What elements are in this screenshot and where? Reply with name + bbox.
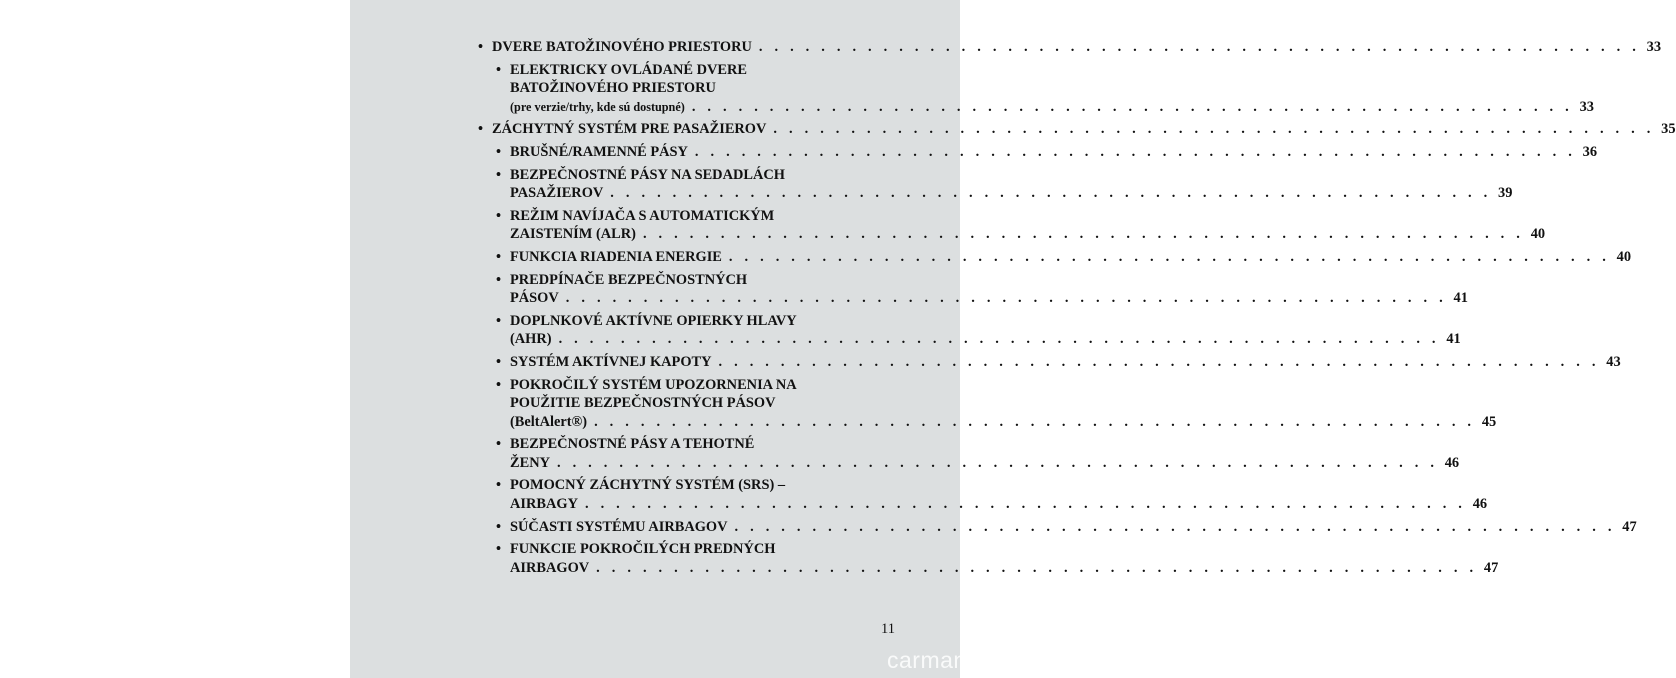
- toc-page-number: 45: [1481, 413, 1497, 430]
- toc-entry-title: PÁSOV: [510, 290, 559, 307]
- dot-leader: [596, 559, 1477, 578]
- toc-entry[interactable]: [496, 166, 1513, 203]
- dot-leader: [695, 143, 1576, 162]
- toc-entry-title: POUŽITIE BEZPEČNOSTNÝCH PÁSOV: [510, 395, 776, 412]
- blank-left-page: [0, 0, 350, 678]
- toc-entry-title: ŽENY: [510, 454, 550, 471]
- toc-entry-title: PASAŽIEROV: [510, 185, 604, 202]
- toc-page-number: 41: [1453, 290, 1468, 307]
- dot-leader: [719, 353, 1600, 372]
- table-of-contents: [478, 38, 1676, 581]
- toc-page-number: 47: [1622, 518, 1637, 535]
- toc-entry[interactable]: [496, 143, 1598, 162]
- toc-entry-title: BRUŠNÉ/RAMENNÉ PÁSY: [510, 143, 688, 160]
- toc-page-number: 39: [1498, 185, 1513, 202]
- toc-page-number: 35: [1661, 121, 1676, 138]
- bullet-icon: •: [496, 436, 502, 453]
- toc-page-number: 33: [1579, 98, 1594, 115]
- page-number: 11: [881, 621, 895, 637]
- toc-entry-title: (AHR): [510, 331, 552, 348]
- toc-entry-title: (BeltAlert®): [510, 413, 588, 430]
- toc-entry-title: BEZPEČNOSTNÉ PÁSY A TEHOTNÉ: [510, 436, 755, 453]
- bullet-icon: •: [496, 376, 502, 393]
- toc-page-number: 46: [1472, 496, 1488, 513]
- toc-entry[interactable]: [496, 518, 1637, 537]
- bullet-icon: •: [496, 353, 502, 370]
- toc-entry[interactable]: [496, 312, 1461, 349]
- toc-entry-title: BEZPEČNOSTNÉ PÁSY NA SEDADLÁCH: [510, 166, 785, 183]
- toc-entry-title: AIRBAGY: [510, 496, 578, 513]
- toc-entry[interactable]: [496, 248, 1632, 267]
- dot-leader: [735, 518, 1616, 537]
- toc-entry-title: ZAISTENÍM (ALR): [510, 226, 636, 243]
- toc-entry-title: REŽIM NAVÍJAČA S AUTOMATICKÝM: [510, 207, 775, 224]
- dot-leader: [759, 38, 1640, 57]
- toc-page-number: 40: [1616, 248, 1632, 265]
- toc-page-number: 43: [1606, 353, 1621, 370]
- toc-page-number: 41: [1446, 331, 1461, 348]
- bullet-icon: •: [496, 143, 502, 160]
- toc-entry[interactable]: [496, 376, 1497, 432]
- toc-entry-title: POMOCNÝ ZÁCHYTNÝ SYSTÉM (SRS) –: [510, 477, 786, 494]
- bullet-icon: •: [496, 166, 502, 183]
- toc-entry-title: ELEKTRICKY OVLÁDANÉ DVERE: [510, 61, 747, 78]
- bullet-icon: •: [496, 248, 502, 265]
- dot-leader: [692, 98, 1573, 117]
- toc-entry[interactable]: [496, 476, 1488, 513]
- dot-leader: [566, 289, 1447, 308]
- dot-leader: [557, 454, 1438, 473]
- toc-page-number: 36: [1582, 143, 1598, 160]
- toc-entry[interactable]: [496, 435, 1460, 472]
- toc-entry-title: (pre verzie/trhy, kde sú dostupné): [510, 99, 685, 114]
- toc-entry[interactable]: [478, 120, 1676, 139]
- watermark: carmanualsonline.info: [887, 647, 1122, 673]
- toc-entry-title: PREDPÍNAČE BEZPEČNOSTNÝCH: [510, 271, 748, 288]
- toc-entry-title: BATOŽINOVÉHO PRIESTORU: [510, 80, 716, 97]
- bullet-icon: •: [496, 477, 502, 494]
- bullet-icon: •: [496, 518, 502, 535]
- dot-leader: [585, 495, 1466, 514]
- bullet-icon: •: [496, 207, 502, 224]
- toc-entry-title: DOPLNKOVÉ AKTÍVNE OPIERKY HLAVY: [510, 312, 797, 329]
- bullet-icon: •: [478, 39, 484, 55]
- toc-entry-title: FUNKCIA RIADENIA ENERGIE: [510, 248, 722, 265]
- bullet-icon: •: [496, 541, 502, 558]
- dot-leader: [610, 184, 1491, 203]
- bullet-icon: •: [496, 312, 502, 329]
- toc-page: [350, 0, 1676, 678]
- bullet-icon: •: [496, 61, 502, 78]
- toc-page-number: 46: [1444, 454, 1460, 471]
- toc-entry-title: FUNKCIE POKROČILÝCH PREDNÝCH: [510, 541, 776, 558]
- toc-entry[interactable]: [496, 271, 1468, 308]
- toc-entry[interactable]: [496, 353, 1621, 372]
- toc-entry-title: ZÁCHYTNÝ SYSTÉM PRE PASAŽIEROV: [492, 121, 767, 138]
- toc-page-number: 47: [1483, 559, 1499, 576]
- toc-entry-title: POKROČILÝ SYSTÉM UPOZORNENIA NA: [510, 376, 797, 393]
- toc-entry-title: DVERE BATOŽINOVÉHO PRIESTORU: [492, 39, 752, 55]
- dot-leader: [559, 330, 1440, 349]
- toc-page-number: 40: [1530, 226, 1546, 243]
- bullet-icon: •: [478, 121, 484, 138]
- toc-page-number: 33: [1646, 39, 1662, 55]
- dot-leader: [773, 120, 1654, 139]
- toc-entry[interactable]: [496, 540, 1499, 577]
- dot-leader: [729, 248, 1610, 267]
- toc-entry[interactable]: [496, 61, 1594, 117]
- dot-leader: [643, 225, 1524, 244]
- toc-entry[interactable]: [478, 38, 1662, 57]
- toc-entry-title: AIRBAGOV: [510, 559, 590, 576]
- bullet-icon: •: [496, 271, 502, 288]
- toc-entry-title: SÚČASTI SYSTÉMU AIRBAGOV: [510, 518, 728, 535]
- toc-entry[interactable]: [496, 207, 1546, 244]
- dot-leader: [594, 413, 1475, 432]
- toc-entry-title: SYSTÉM AKTÍVNEJ KAPOTY: [510, 353, 712, 370]
